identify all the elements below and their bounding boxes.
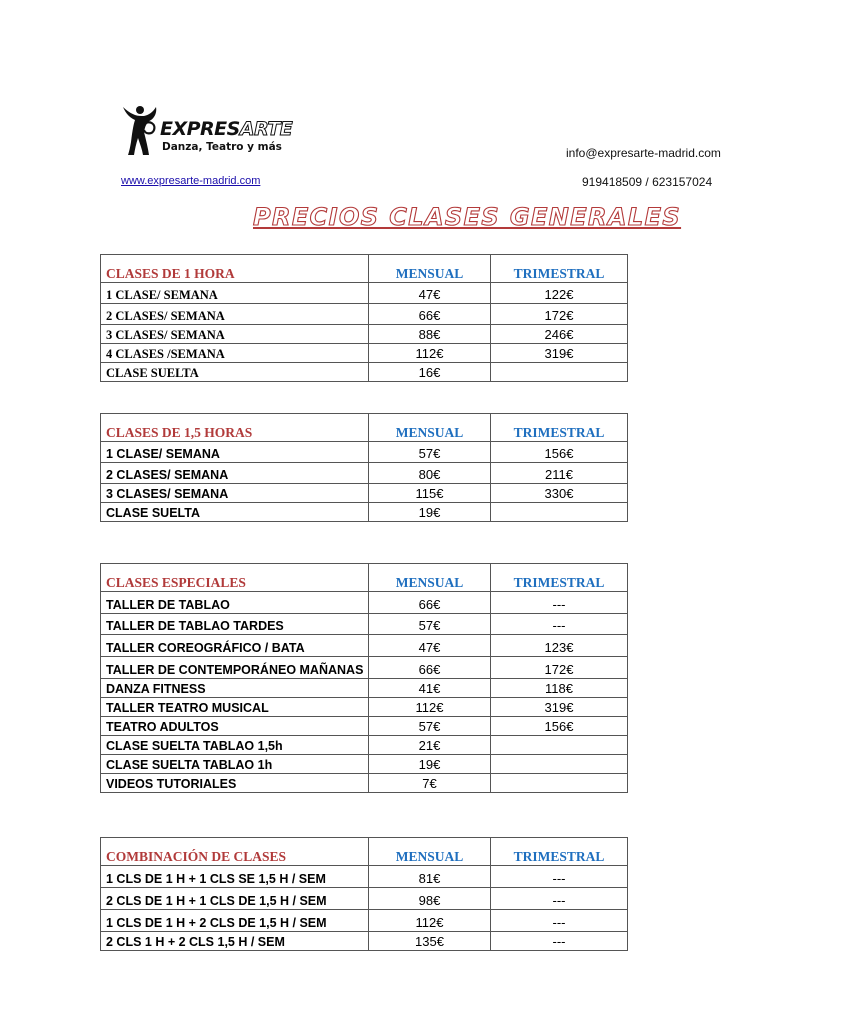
price-table-combination [100,837,628,951]
table-row [101,442,628,463]
table-row [101,698,628,717]
class-name: 1 CLS DE 1 H + 1 CLS SE 1,5 H / SEM [101,866,369,888]
class-name: 2 CLS DE 1 H + 1 CLS DE 1,5 H / SEM [101,888,369,910]
monthly-price: 57€ [369,442,491,463]
quarterly-price: 319€ [491,344,628,363]
table-header-row [101,414,628,442]
class-name: TALLER TEATRO MUSICAL [101,698,369,717]
monthly-price: 112€ [369,910,491,932]
table-row [101,910,628,932]
brand-logo [120,104,293,156]
quarterly-price [491,774,628,793]
contact-phones: 919418509 / 623157024 [582,175,713,189]
price-table-1-hour [100,254,628,382]
table-row [101,304,628,325]
class-name: CLASE SUELTA TABLAO 1,5h [101,736,369,755]
monthly-price: 112€ [369,698,491,717]
category-heading: CLASES DE 1,5 HORAS [101,414,369,442]
quarterly-column-header: TRIMESTRAL [491,838,628,866]
quarterly-price: 319€ [491,698,628,717]
quarterly-price: 246€ [491,325,628,344]
quarterly-price: 123€ [491,635,628,657]
quarterly-price [491,503,628,522]
table-row [101,888,628,910]
class-name: 3 CLASES/ SEMANA [101,325,369,344]
class-name: TALLER DE CONTEMPORÁNEO MAÑANAS [101,657,369,679]
table-row [101,932,628,951]
table-row [101,363,628,382]
table-row [101,679,628,698]
monthly-price: 115€ [369,484,491,503]
table-row [101,503,628,522]
table-row [101,774,628,793]
monthly-price: 98€ [369,888,491,910]
quarterly-price: --- [491,932,628,951]
class-name: 3 CLASES/ SEMANA [101,484,369,503]
brand-tagline: Danza, Teatro y más [162,141,282,153]
quarterly-price: --- [491,910,628,932]
monthly-price: 66€ [369,657,491,679]
quarterly-price: 172€ [491,657,628,679]
table-row [101,657,628,679]
quarterly-price: 156€ [491,442,628,463]
class-name: CLASE SUELTA TABLAO 1h [101,755,369,774]
table-row [101,484,628,503]
quarterly-price [491,736,628,755]
class-name: DANZA FITNESS [101,679,369,698]
monthly-price: 21€ [369,736,491,755]
table-header-row [101,564,628,592]
monthly-column-header: MENSUAL [369,255,491,283]
monthly-price: 19€ [369,755,491,774]
table-row [101,592,628,614]
table-row [101,717,628,736]
table-row [101,325,628,344]
quarterly-price [491,755,628,774]
contact-email[interactable]: info@expresarte-madrid.com [566,146,721,160]
monthly-column-header: MENSUAL [369,414,491,442]
quarterly-column-header: TRIMESTRAL [491,564,628,592]
table-row [101,755,628,774]
table-row [101,283,628,304]
class-name: CLASE SUELTA [101,503,369,522]
table-row [101,866,628,888]
table-row [101,344,628,363]
category-heading: COMBINACIÓN DE CLASES [101,838,369,866]
monthly-price: 41€ [369,679,491,698]
table-row [101,614,628,635]
class-name: TEATRO ADULTOS [101,717,369,736]
monthly-price: 88€ [369,325,491,344]
quarterly-column-header: TRIMESTRAL [491,255,628,283]
monthly-price: 57€ [369,614,491,635]
monthly-price: 135€ [369,932,491,951]
class-name: VIDEOS TUTORIALES [101,774,369,793]
monthly-price: 19€ [369,503,491,522]
class-name: 2 CLASES/ SEMANA [101,463,369,484]
monthly-price: 47€ [369,283,491,304]
class-name: 1 CLASE/ SEMANA [101,442,369,463]
quarterly-price: --- [491,888,628,910]
monthly-column-header: MENSUAL [369,564,491,592]
monthly-price: 112€ [369,344,491,363]
monthly-price: 7€ [369,774,491,793]
table-header-row [101,255,628,283]
category-heading: CLASES DE 1 HORA [101,255,369,283]
monthly-price: 47€ [369,635,491,657]
class-name: TALLER DE TABLAO [101,592,369,614]
quarterly-price: 172€ [491,304,628,325]
class-name: 1 CLASE/ SEMANA [101,283,369,304]
quarterly-price: 122€ [491,283,628,304]
quarterly-price: --- [491,866,628,888]
monthly-price: 66€ [369,592,491,614]
table-header-row [101,838,628,866]
quarterly-price: 118€ [491,679,628,698]
quarterly-price: 156€ [491,717,628,736]
website-link[interactable]: www.expresarte-madrid.com [121,175,261,187]
class-name: 2 CLS 1 H + 2 CLS 1,5 H / SEM [101,932,369,951]
brand-name: EXPRESARTE [160,118,293,140]
class-name: 4 CLASES /SEMANA [101,344,369,363]
monthly-price: 16€ [369,363,491,382]
category-heading: CLASES ESPECIALES [101,564,369,592]
quarterly-column-header: TRIMESTRAL [491,414,628,442]
table-row [101,736,628,755]
quarterly-price [491,363,628,382]
quarterly-price: 211€ [491,463,628,484]
quarterly-price: --- [491,614,628,635]
class-name: TALLER COREOGRÁFICO / BATA [101,635,369,657]
monthly-price: 80€ [369,463,491,484]
monthly-price: 81€ [369,866,491,888]
monthly-price: 66€ [369,304,491,325]
class-name: 2 CLASES/ SEMANA [101,304,369,325]
class-name: CLASE SUELTA [101,363,369,382]
dancer-logo-icon [120,104,162,156]
monthly-price: 57€ [369,717,491,736]
class-name: 1 CLS DE 1 H + 2 CLS DE 1,5 H / SEM [101,910,369,932]
class-name: TALLER DE TABLAO TARDES [101,614,369,635]
table-row [101,463,628,484]
table-row [101,635,628,657]
quarterly-price: 330€ [491,484,628,503]
quarterly-price: --- [491,592,628,614]
price-table-special [100,563,628,793]
monthly-column-header: MENSUAL [369,838,491,866]
page-title: PRECIOS CLASES GENERALES [253,203,682,231]
price-table-1-5-hours [100,413,628,522]
